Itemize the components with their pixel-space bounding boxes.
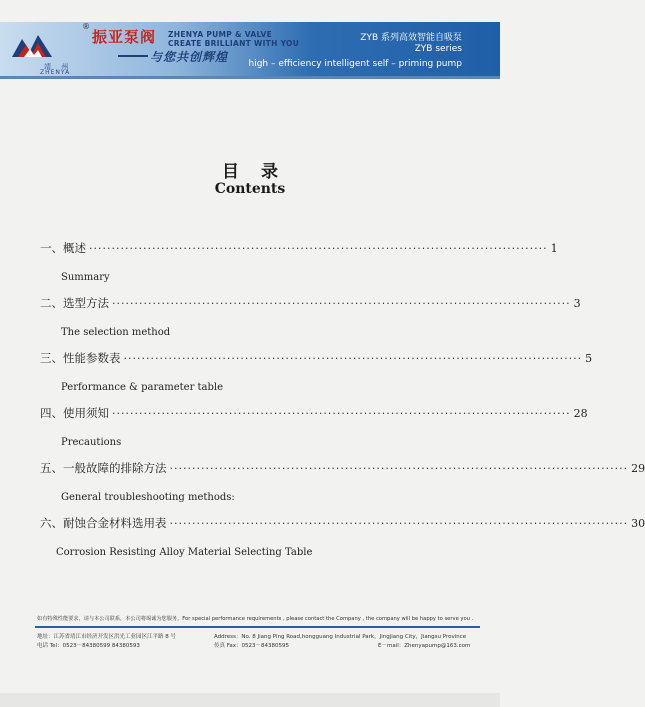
footer-phone: 电话 Tel：0523－84380599 84380593 bbox=[37, 643, 140, 649]
toc-title-cn: 三、性能参数表 bbox=[40, 351, 121, 365]
logo-city-text: 靖 州 bbox=[44, 63, 73, 71]
brand-name-cn: 振亚泵阀 bbox=[92, 28, 157, 46]
toc-leader: ······································································································ bbox=[169, 462, 629, 475]
toc-title-en: Precautions bbox=[61, 437, 122, 448]
toc-title-en: General troubleshooting methods: bbox=[61, 492, 235, 503]
toc-title-en: Corrosion Resisting Alloy Material Selecting Table bbox=[56, 547, 313, 558]
page-title-en: Contents bbox=[214, 181, 286, 197]
brand-tagline-en: CREATE BRILLIANT WITH YOU bbox=[168, 39, 300, 48]
toc-page-number: 3 bbox=[573, 297, 581, 310]
toc-title-cn: 二、选型方法 bbox=[40, 296, 109, 310]
footer-fax: 传真 Fax：0523－84380595 bbox=[214, 643, 290, 649]
toc-entry[interactable] bbox=[40, 405, 588, 448]
brand-name-en: ZHENYA PUMP & VALVE bbox=[168, 30, 273, 39]
brand-slogan-cn: 与您共创辉煌 bbox=[150, 50, 229, 64]
series-title-en: ZYB series bbox=[414, 44, 462, 54]
logo-brand-text: ZHENYA bbox=[40, 69, 71, 76]
toc-page-number: 30 bbox=[631, 517, 645, 530]
header-banner bbox=[0, 22, 500, 76]
toc-leader: ······································································································ bbox=[123, 352, 583, 365]
toc-leader: ······································································································ bbox=[112, 407, 571, 420]
toc-title-en: Summary bbox=[61, 272, 110, 283]
toc-leader: ······································································································ bbox=[112, 297, 571, 310]
toc-title-cn: 六、耐蚀合金材料选用表 bbox=[40, 516, 167, 530]
toc-entry[interactable] bbox=[40, 515, 645, 558]
toc-page-number: 1 bbox=[550, 242, 558, 255]
page-bottom-edge bbox=[0, 693, 500, 707]
footer-address-en: Address：No. 8 Jiang Ping Road,hongguang Industrial Park，Jingjiang City，Jiangsu Province bbox=[214, 634, 467, 640]
slogan-dash bbox=[118, 55, 148, 57]
page-title-cn: 目录 bbox=[222, 162, 300, 182]
toc-page-number: 28 bbox=[573, 407, 588, 420]
toc-page-number: 5 bbox=[585, 352, 593, 365]
registered-mark: ® bbox=[82, 22, 90, 31]
series-description: high – efficiency intelligent self – priming pump bbox=[248, 59, 462, 69]
toc-title-cn: 五、一般故障的排除方法 bbox=[40, 461, 167, 475]
series-title-cn: ZYB 系列高效智能自吸泵 bbox=[360, 33, 462, 43]
toc-title-cn: 一、概述 bbox=[40, 241, 86, 255]
toc-leader: ······································································································ bbox=[89, 242, 548, 255]
toc-title-en: Performance & parameter table bbox=[61, 382, 224, 393]
footer-service-notice: 如有特殊性能要求，请与本公司联系，本公司将竭诚为您服务。For special performance requirements , please contact the Company , the company will be happy to serve you . bbox=[37, 616, 474, 622]
toc-entry[interactable] bbox=[40, 350, 593, 393]
toc-entry[interactable] bbox=[40, 460, 645, 503]
toc-leader: ······································································································ bbox=[169, 517, 629, 530]
toc-entry[interactable] bbox=[40, 240, 558, 283]
toc-title-cn: 四、使用须知 bbox=[40, 406, 109, 420]
toc-title-en: The selection method bbox=[61, 327, 171, 338]
footer-address-cn: 地址：江苏省靖江市经济开发区洪光工业园区江平路 8 号 bbox=[37, 634, 176, 640]
header-divider bbox=[0, 76, 500, 79]
toc-page-number: 29 bbox=[631, 462, 645, 475]
footer-divider bbox=[35, 626, 480, 628]
footer-email: E－mail：Zhenyapump@163.com bbox=[378, 643, 471, 649]
toc-entry[interactable] bbox=[40, 295, 581, 338]
